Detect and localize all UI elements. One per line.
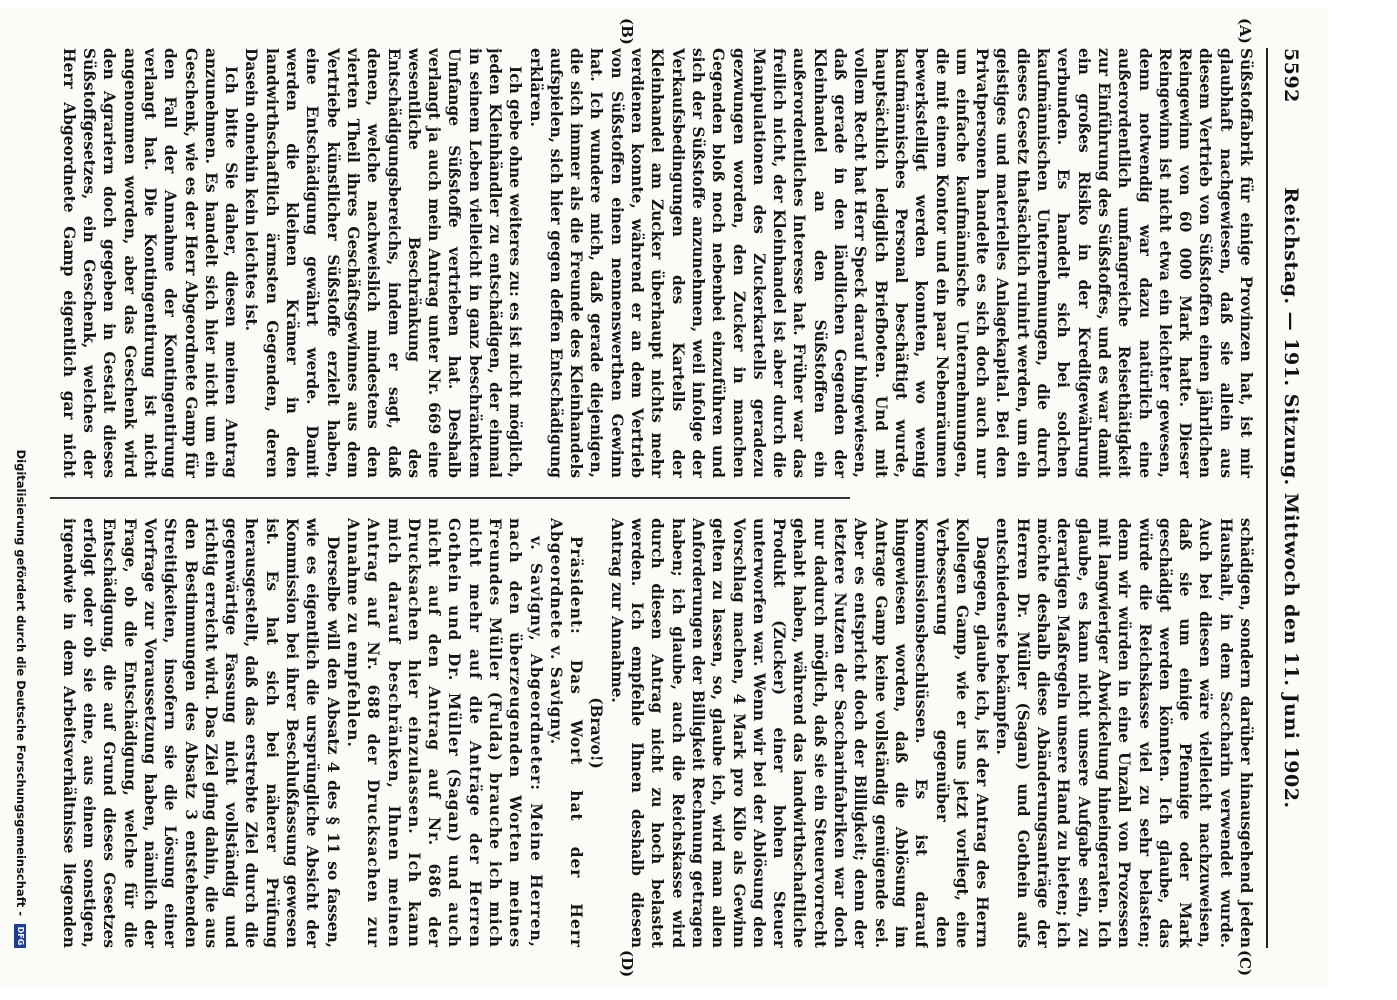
- page-title: Reichstag. — 191. Sitzung. Mittwoch den 11. Juni 1902.: [1280, 187, 1302, 809]
- margin-letter-c: (C): [1236, 950, 1254, 977]
- left-text-column: [56, 48, 1256, 478]
- speaker-paragraph: v. Savigny, Abgeordneter: Meine Herren, nach den überzeugenden Worten meines Freundes Müller (Fulda) brauche ich mich nicht mehr auf die Anträge der Herren Gothein und Dr. Müller (Sagan) und auch nicht auf den Antrag auf Nr. 686 der Drucksachen hier einzulassen. Ich kann mich darauf beschränken, Ihnen meinen Antrag auf Nr. 688 der Drucksachen zur Annahme zu empfehlen.: [343, 518, 545, 948]
- margin-letter-d: (D): [618, 950, 636, 978]
- header-rule: [1266, 48, 1268, 948]
- interjection: (Bravo!): [587, 697, 606, 769]
- margin-letter-b: (B): [618, 18, 636, 45]
- digitization-footer: [6, 8, 28, 988]
- paragraph: Derselbe will den Absatz 4 des § 11 so fassen, wie es eigentlich die ursprüngliche Absicht der Kommission bei ihrer Beschlußfassung gewesen ist. Es hat sich bei näherer Prüfung herausgestellt, daß das erstrebte Ziel durch die gegenwärtige Fassung nicht vollständig und richtig erreicht wird. Das Ziel ging dahin, die aus den Bestimmungen des Absatz 3 entstehenden Streitigkeiten, insofern sie die Lösung einer Vorfrage zur Voraussetzung haben, nämlich der Frage, ob die Entschädigung, welche für die Entschädigung, die auf Grund dieses Gesetzes erfolgt oder ob sie eine, aus einem sonstigen, irgendwie in dem Arbeitsverhältnisse liegenden: [59, 518, 342, 948]
- column-divider: [50, 497, 850, 499]
- paragraph: Ich bitte Sie daher, diesen meinen Antrag anzunehmen. Es handelt sich hier nicht um ein Geschenk, wie es der Herr Abgeordnete Gamp für den Fall der Annahme der Kontingentirung verlangt hat. Die Kontingentirung ist nicht angenommen worden, aber das Geschenk wird den Agrariern doch gegeben in Gestalt dieses Süßstoffgesetzes, ein Geschenk, welches der Herr Abgeordnete Gamp eigentlich gar nicht: [59, 48, 241, 478]
- paragraph: Ich gebe ohne weiteres zu: es ist nicht möglich, jeden Kleinhändler zu entschädigen, der einmal in seinem Leben vielleicht in ganz beschränktem Umfange Süßstoffe vertrieben hat. Deshalb verlangt ja auch mein Antrag unter Nr. 669 eine wesentliche Beschränkung des Entschädigungsbereichs, indem er sagt, daß denen, welche nachweislich mindestens den vierten Theil ihres Geschäftsgewinnes aus dem Vertriebe künstlicher Süßstoffe erzielt haben, eine Entschädigung gewährt werde. Damit werden die kleinen Krämer in den landwirthschaftlich ärmsten Gegenden, deren Dasein ohnehin kein leichtes ist.: [242, 48, 525, 478]
- dfg-logo-icon: DFG: [15, 924, 27, 948]
- footer-text: Digitalisierung gefördert durch die Deutsche Forschungsgemeinschaft -: [14, 449, 28, 916]
- page-number: 5592: [1280, 48, 1302, 103]
- paragraph: Dagegen, glaube ich, ist der Antrag des Herrn Kollegen Gamp, wie er uns jetzt vorliegt, eine Verbesserung gegenüber den Kommissionsbeschlüssen. Es ist darauf hingewiesen worden, daß die Ablösung im Antrage Gamp keine vollständig genügende sei. Aber es entspricht doch der Billigkeit; denn der letztere Nutzen der Saccharinfabriken war doch nur dadurch möglich, daß sie ein Steuervorrecht gehabt haben, während das landwirthschaftliche Produkt (Zucker) einer hohen Steuer unterworfen war. Wenn wir bei der Ablösung den Vorschlag machen, 4 Mark pro Kilo als Gewinn gelten zu lassen, so, glaube ich, wird man allen Anforderungen der Billigkeit Rechnung getragen haben; ich glaube, auch die Reichskasse wird durch diesen Antrag nicht zu hoch belastet werden. Ich empfehle Ihnen deshalb diesen Antrag zur Annahme.: [607, 518, 992, 948]
- paragraph: schädigen, sondern darüber hinausgehend jeden Haushalt, in dem Saccharin verwendet wurde. Auch bei diesen wäre vielleicht nachzuweisen, daß sie um einige Pfennige oder Mark geschädigt werden könnten. Ich glaube, das würde die Reichskasse viel zu sehr belasten; denn wir würden in eine Unzahl von Prozessen mit langwieriger Abwickelung hineingeraten. Ich glaube, es kann nicht unsere Aufgabe sein, zu derartigen Maßregeln unsere Hand zu bieten; ich möchte deshalb diese Abänderungsanträge der Herren Dr. Müller (Sagan) und Gothein aufs entschiedenste bekämpfen.: [993, 518, 1255, 948]
- page-header: [1274, 48, 1306, 948]
- rotated-document-page: [0, 8, 1328, 988]
- paragraph: Süßstoffabrik für einige Provinzen hat, ist mir glaubhaft nachgewiesen, daß sie allein aus diesem Vertrieb von Süßstoffen einen jährlichen Reingewinn von 60 000 Mark hatte. Dieser Reingewinn ist nicht etwa ein leichter gewesen, denn notwendig war dazu natürlich eine außerordentlich umfangreiche Reisethätigkeit zur Einführung des Süßstoffes, und es war damit ein großes Risiko in der Kreditgewährung verbunden. Es handelt sich bei solchen kaufmännischen Unternehmungen, die durch dieses Gesetz thatsächlich ruinirt werden, um ein geistiges und materielles Anlagekapital. Bei den Privatpersonen handelte es sich doch auch nur um einfache kaufmännische Unternehmungen, die mit einem Kontor und ein paar Nebenräumen bewerkstelligt werden konnten, wo wenig kaufmännisches Personal beschäftigt wurde, hauptsächlich lediglich Briefboten. Und mit vollem Recht hat Herr Speck darauf hingewiesen, daß gerade in den ländlichen Gegenden der Kleinhandel an den Süßstoffen ein außerordentliches Interesse hat. Früher war das freilich nicht, der Kleinhandel ist aber durch die Manipulationen des Zuckerkartells geradezu gezwungen worden, den Zucker in manchen Gegenden bloß noch nebenbei einzuführen und sich der Süßstoffe anzunehmen, weil infolge der Verkaufsbedingungen des Kartells der Kleinhandel am Zucker überhaupt nichts mehr verdienen konnte, während er an dem Vertrieb von Süßstoffen einen nennenswerthen Gewinn hat. Ich wundere mich, daß gerade diejenigen, die sich immer als die Freunde des Kleinhandels aufspielen, sich hier gegen deffen Entschädigung erklären.: [526, 48, 1255, 478]
- margin-letter-a: (A): [1236, 18, 1254, 44]
- right-text-column: [56, 518, 1256, 948]
- speaker-paragraph: Präsident: Das Wort hat der Herr Abgeordnete v. Savigny.: [546, 518, 586, 948]
